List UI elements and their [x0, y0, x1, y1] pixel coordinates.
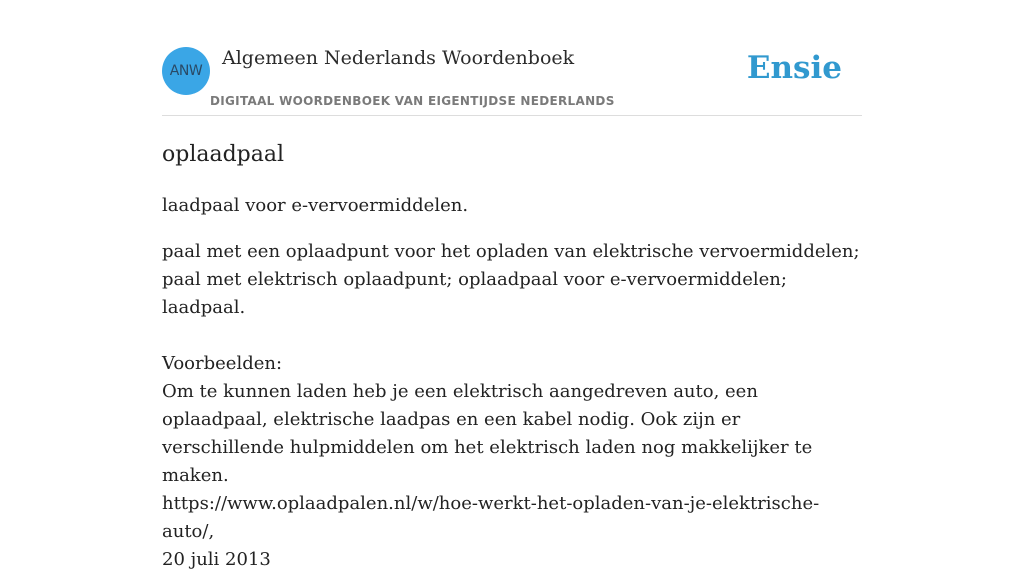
site-subtitle: DIGITAAL WOORDENBOEK VAN EIGENTIJDSE NEDERLANDS: [210, 94, 615, 108]
example-date: 20 juli 2013: [162, 549, 271, 570]
site-title[interactable]: Algemeen Nederlands Woordenboek: [222, 47, 575, 69]
dictionary-entry: [162, 140, 862, 574]
full-definition: paal met een oplaadpunt voor het opladen van elektrische vervoermiddelen; paal met elektrisch oplaadpunt; oplaadpaal voor e-vervoermiddelen; laadpaal.: [162, 241, 860, 318]
examples-label: Voorbeelden:: [162, 353, 283, 374]
example-source: https://www.oplaadpalen.nl/w/hoe-werkt-het-opladen-van-je-elektrische-auto/,: [162, 493, 820, 542]
anw-logo[interactable]: ANW: [162, 47, 210, 95]
ensie-brand-logo[interactable]: Ensie: [746, 50, 842, 86]
examples-section: [162, 350, 862, 574]
short-definition: laadpaal voor e-vervoermiddelen.: [162, 195, 469, 216]
headword: oplaadpaal: [162, 142, 285, 167]
example-text: Om te kunnen laden heb je een elektrisch aangedreven auto, een oplaadpaal, elektrische laadpas en een kabel nodig. Ook zijn er verschillende hulpmiddelen om het elektrisch laden nog makkelijker te maken.: [162, 381, 813, 486]
site-header: [162, 44, 862, 116]
